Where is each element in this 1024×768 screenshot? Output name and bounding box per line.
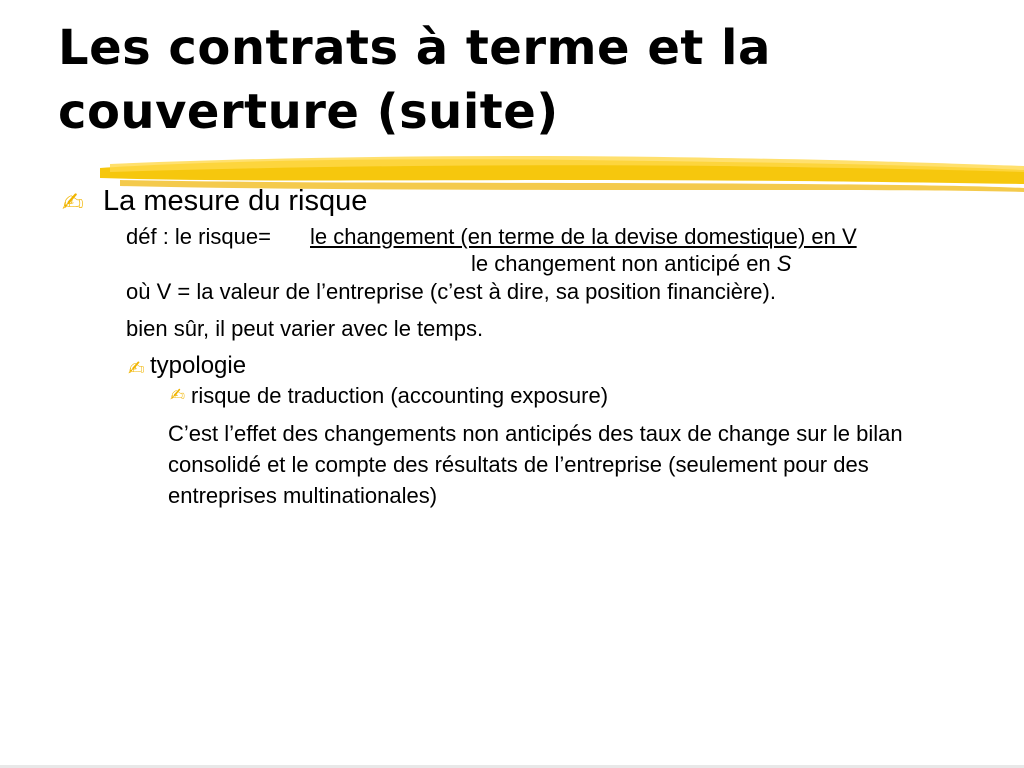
- denominator-variable: S: [776, 251, 792, 276]
- description-paragraph: C’est l’effet des changements non anticipés des taux de change sur le bilan consolidé et le compte des résultats de l’entreprise (seulement pour des entreprises multinationales): [168, 421, 903, 508]
- title-line-2: couverture (suite): [58, 84, 559, 140]
- bullet-level1-text: La mesure du risque: [103, 185, 368, 217]
- title-line-1: Les contrats à terme et la: [58, 20, 771, 76]
- bullet-level1-icon: ✍: [62, 188, 84, 218]
- slide-title: [58, 16, 998, 144]
- time-line: bien sûr, il peut varier avec le temps.: [126, 316, 484, 341]
- where-line: où V = la valeur de l’entreprise (c’est à dire, sa position financière).: [126, 279, 776, 304]
- definition-denominator: [471, 251, 791, 277]
- bullet-level2-icon: ✍: [128, 356, 145, 380]
- denominator-text: le changement non anticipé en: [471, 251, 777, 276]
- bullet-level2-text: typologie: [150, 352, 247, 379]
- bullet-level3-icon: ✍: [170, 385, 186, 406]
- definition-prefix: déf : le risque=: [126, 224, 271, 249]
- definition-numerator: le changement (en terme de la devise domestique) en V: [310, 224, 857, 249]
- bullet-level3-text: risque de traduction (accounting exposure): [191, 383, 609, 408]
